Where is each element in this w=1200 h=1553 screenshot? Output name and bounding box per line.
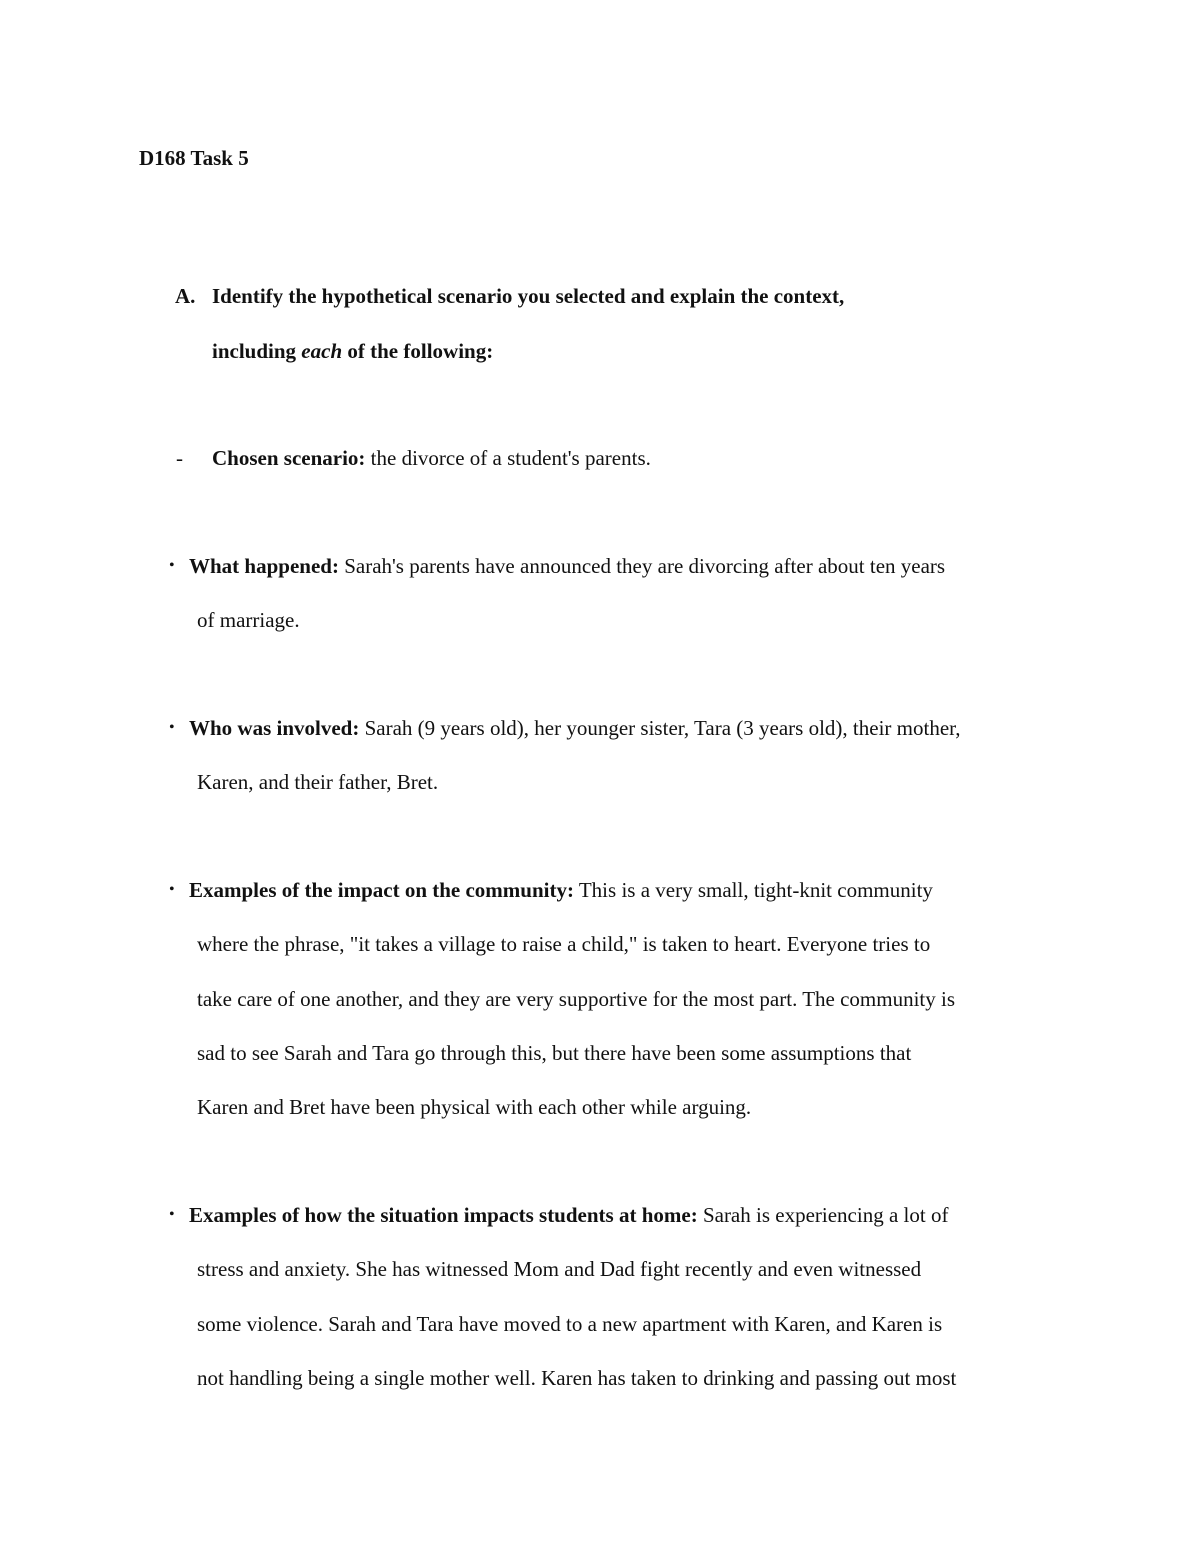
chosen-scenario-dash: -	[176, 446, 183, 470]
list-item-what-happened	[189, 551, 945, 581]
chosen-scenario	[212, 443, 651, 473]
item-continuation: stress and anxiety. She has witnessed Mom and Dad fight recently and even witnessed	[197, 1257, 922, 1281]
question-line-2-after: of the following:	[342, 339, 494, 363]
list-item-home-impact	[189, 1200, 948, 1230]
item-label: Examples of the impact on the community:	[189, 878, 574, 902]
item-text: This is a very small, tight-knit community	[573, 878, 933, 902]
item-continuation: take care of one another, and they are very supportive for the most part. The community is	[197, 987, 956, 1011]
item-text: Sarah's parents have announced they are divorcing after about ten years	[338, 554, 946, 578]
item-text: Sarah is experiencing a lot of	[697, 1203, 949, 1227]
chosen-scenario-text: the divorce of a student's parents.	[365, 446, 651, 470]
item-continuation: Karen and Bret have been physical with each other while arguing.	[197, 1095, 752, 1119]
document-title: D168 Task 5	[139, 146, 249, 170]
item-continuation: some violence. Sarah and Tara have moved to a new apartment with Karen, and Karen is	[197, 1312, 943, 1336]
bullet-icon: •	[169, 557, 175, 574]
question-marker: A.	[175, 284, 196, 308]
item-continuation: Karen, and their father, Bret.	[197, 770, 439, 794]
bullet-icon: •	[169, 1206, 175, 1223]
bullet-icon: •	[169, 881, 175, 898]
list-item-community-impact	[189, 875, 933, 905]
question-emphasis: each	[301, 339, 343, 363]
item-text: Sarah (9 years old), her younger sister, Tara (3 years old), their mother,	[359, 716, 961, 740]
chosen-scenario-label: Chosen scenario:	[212, 446, 366, 470]
question-line-1: Identify the hypothetical scenario you selected and explain the context,	[212, 284, 845, 308]
item-label: What happened:	[189, 554, 339, 578]
list-item-who-involved	[189, 713, 961, 743]
question-line-2	[212, 336, 493, 366]
item-label: Who was involved:	[189, 716, 360, 740]
bullet-icon: •	[169, 719, 175, 736]
question-line-2-before: including	[212, 339, 302, 363]
item-continuation: sad to see Sarah and Tara go through this, but there have been some assumptions that	[197, 1041, 912, 1065]
item-continuation: not handling being a single mother well. Karen has taken to drinking and passing out most	[197, 1366, 957, 1390]
item-continuation: where the phrase, "it takes a village to raise a child," is taken to heart. Everyone tries to	[197, 932, 931, 956]
item-label: Examples of how the situation impacts students at home:	[189, 1203, 698, 1227]
item-continuation: of marriage.	[197, 608, 300, 632]
